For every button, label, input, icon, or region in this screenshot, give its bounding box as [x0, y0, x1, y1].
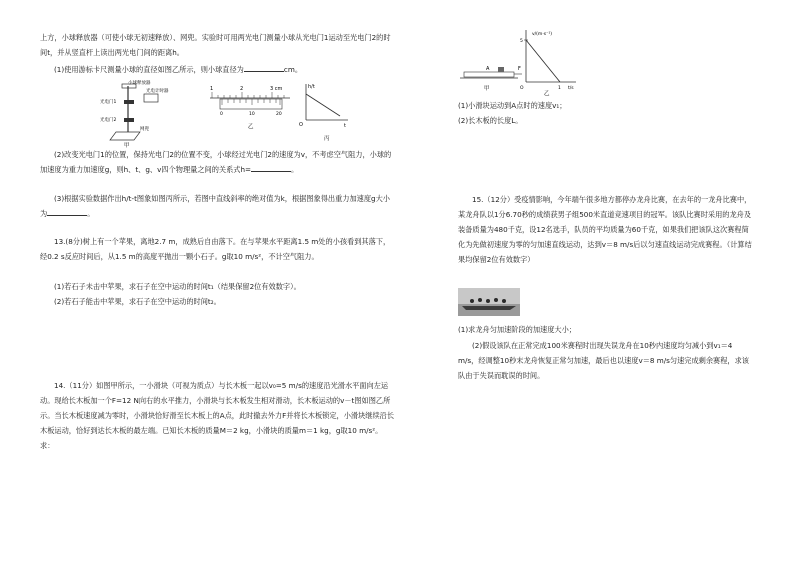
q14-figures — [458, 28, 598, 96]
caption-bing: 丙 — [324, 136, 330, 142]
figure-14-jia — [460, 66, 522, 92]
caption-14-yi: 乙 — [544, 91, 550, 96]
axis-y-label: h/t — [308, 84, 315, 90]
q12-continuation: 上方，小球释放器（可使小球无初速释放）、网兜。实验时可用两光电门测量小球从光电门1运动至光电门2的时间t，并从竖直杆上读出两光电门间的距离h。 — [40, 33, 391, 57]
label-gate1: 光电门1 — [100, 100, 117, 105]
scale-vernier-10: 10 — [249, 112, 255, 117]
v0-tick: 5 — [520, 39, 523, 44]
q13-stem: 13.(8分)树上有一个苹果，离地2.7 m，成熟后自由落下。在与苹果水平距离1.5 m处的小孩看到其落下，经0.2 s反应时间后，从1.5 m的高度平抛出一颗小石子。g取10 m/s²，不计空气阻力。 — [40, 237, 391, 261]
q13-part1: (1)若石子未击中苹果，求石子在空中运动的时间t₁（结果保留2位有效数字）。 — [54, 282, 301, 291]
scale-vernier-20: 20 — [276, 112, 282, 117]
q15-stem: 15.（12分）受疫情影响，今年端午很多地方都停办龙舟比赛，在去年的一龙舟比赛中，某龙舟队以1分6.70秒的成绩获男子组500米直道竞速项目的冠军。该队比赛时采用的龙舟及装备质量为480千克，设12名选手，队员的平均质量为60千克，如果我们把该队这次赛程简化为先做初速度为零的匀加速直线运动，达到v＝8 m/s后以匀速直线运动完成赛程。（计算结果均保留2位有效数字） — [458, 195, 752, 264]
q12-figures — [100, 80, 350, 148]
scale-main-1: 1 — [210, 86, 214, 92]
label-release: 小球释放器 — [128, 81, 151, 86]
q12-part1: (1)使用游标卡尺测量小球的直径如图乙所示，则小球直径为 cm。 — [54, 65, 303, 74]
q14-part1: (1)小滑块运动到A点时的速度v₁； — [458, 101, 567, 110]
q15-part1: (1)求龙舟匀加速阶段的加速度大小； — [458, 325, 576, 334]
origin-label: O — [520, 86, 524, 91]
figure-yi — [210, 86, 290, 130]
q13-part2: (2)若石子能击中苹果，求石子在空中运动的时间t₂。 — [54, 297, 221, 306]
label-A: A — [486, 66, 490, 72]
scale-main-2: 2 — [240, 86, 244, 92]
q12-part2: (2)改变光电门1的位置，保持光电门2的位置不变，小球经过光电门2的速度为v，不考虑空气阻力，小球的加速度为重力加速度g，则h、t、g、v四个物理量之间的关系式h= 。 — [40, 150, 392, 174]
figure-bing — [299, 84, 348, 142]
axis-x-label: t — [344, 123, 346, 129]
figure-14-yi — [520, 30, 576, 96]
figure-jia — [100, 80, 169, 148]
answer-blank — [251, 163, 291, 172]
q12-part3: (3)根据实验数据作出h/t-t图象如图丙所示，若图中直线斜率的绝对值为k，根据图象得出重力加速度g大小为 。 — [40, 194, 390, 218]
dragon-boat-photo — [458, 288, 520, 316]
label-timer: 光电计时器 — [146, 89, 169, 94]
caption-14-jia: 甲 — [484, 86, 490, 92]
answer-blank — [47, 207, 87, 216]
axis-x-label: t/s — [568, 86, 574, 91]
label-F: F — [518, 66, 521, 72]
label-net: 网兜 — [140, 127, 149, 132]
label-gate2: 光电门2 — [100, 118, 117, 123]
q14-part2: (2)长木板的长度L。 — [458, 116, 523, 125]
caption-jia: 甲 — [124, 143, 130, 148]
origin-label: O — [299, 122, 303, 128]
t-tick: 1 — [558, 86, 561, 91]
caption-yi: 乙 — [248, 124, 254, 130]
q14-stem: 14.（11分）如图甲所示，一小滑块（可视为质点）与长木板一起以v₀=5 m/s的速度沿光滑水平面向左运动。现给长木板加一个F=12 N向右的水平推力，小滑块与长木板发生相对滑动，长木板运动的v－t图如图乙所示。当长木板速度减为零时，小滑块恰好滑至长木板上的A点，此时撤去外力F并将长木板锁定，小滑块继续沿长木板运动，恰好到达长木板的最左端。已知长木板的质量M＝2 kg，小滑块的质量m＝1 kg，g取10 m/s²。求： — [40, 381, 395, 450]
axis-y-label: v/(m·s⁻¹) — [532, 32, 553, 37]
scale-vernier-0: 0 — [220, 112, 223, 117]
answer-blank — [244, 63, 284, 72]
q15-part2: (2)假设该队在正常完成100米赛程时出现失误龙舟在10秒内速度均匀减小到v₁＝4 m/s，经调整10秒末龙舟恢复正常匀加速，最后也以速度v＝8 m/s匀速完成剩余赛程，求该队由于失误而耽误的时间。 — [458, 341, 749, 380]
scale-main-3: 3 cm — [270, 86, 283, 92]
